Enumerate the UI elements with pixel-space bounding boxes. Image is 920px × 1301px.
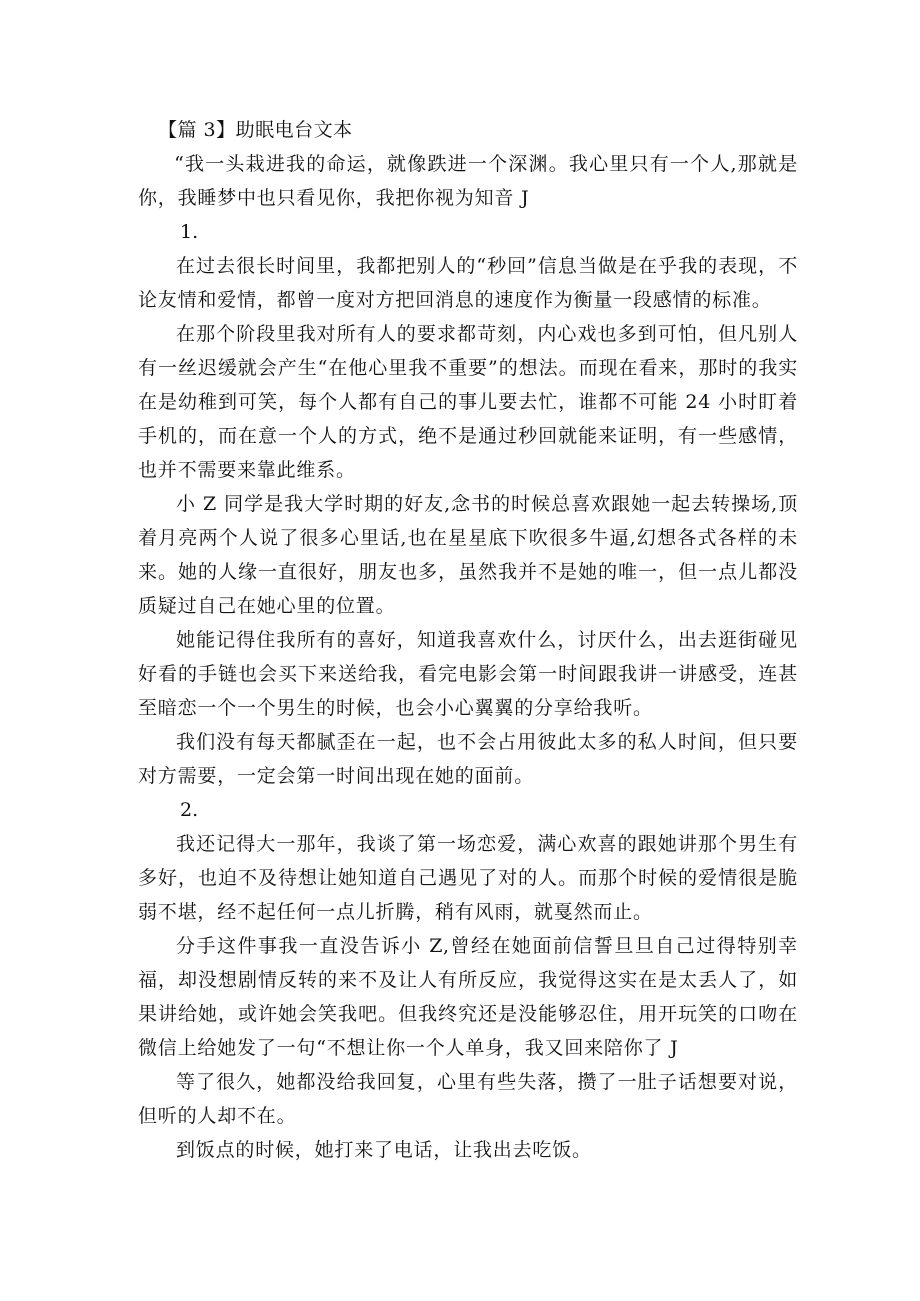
document-body (138, 113, 798, 1167)
paragraph: 在那个阶段里我对所有人的要求都苛刻，内心戏也多到可怕，但凡别人有一丝迟缓就会产生“在他心里我不重要”的想法。而现在看来，那时的我实在是幼稚到可笑，每个人都有自己的事儿要去忙，谁都不可能 24 小时盯着手机的，而在意一个人的方式，绝不是通过秒回就能来证明，有一些感情，也并不需要来靠此维系。 (138, 323, 798, 481)
paragraph: 我们没有每天都腻歪在一起，也不会占用彼此太多的私人时间，但只要对方需要，一定会第一时间出现在她的面前。 (138, 731, 798, 787)
paragraph: 小 Z 同学是我大学时期的好友,念书的时候总喜欢跟她一起去转操场,顶着月亮两个人说了很多心里话,也在星星底下吹很多牛逼,幻想各式各样的未来。她的人缘一直很好，朋友也多，虽然我并不是她的唯一，但一点儿都没质疑过自己在她心里的位置。 (138, 493, 798, 617)
paragraph: 到饭点的时候，她打来了电话，让我出去吃饭。 (176, 1139, 592, 1161)
paragraph: 等了很久，她都没给我回复，心里有些失落，攒了一肚子话想要对说，但听的人却不在。 (138, 1071, 798, 1127)
paragraph: 她能记得住我所有的喜好，知道我喜欢什么，讨厌什么，出去逛街碰见好看的手链也会买下来送给我，看完电影会第一时间跟我讲一讲感受，连甚至暗恋一个一个男生的时候，也会小心翼翼的分享给我听。 (138, 629, 798, 719)
opening-quote: “我一头栽进我的命运，就像跌进一个深渊。我心里只有一个人,那就是你，我睡梦中也只看见你，我把你视为知音 J (138, 153, 798, 209)
section-number-2: 2. (180, 799, 199, 821)
paragraph: 在过去很长时间里，我都把别人的“秒回”信息当做是在乎我的表现，不论友情和爱情，都曾一度对方把回消息的速度作为衡量一段感情的标准。 (138, 255, 798, 311)
paragraph: 我还记得大一那年，我谈了第一场恋爱，满心欢喜的跟她讲那个男生有多好，也迫不及待想让她知道自己遇见了对的人。而那个时候的爱情很是脆弱不堪，经不起任何一点儿折腾，稍有风雨，就戛然而止。 (138, 833, 798, 923)
section-number-1: 1. (180, 221, 199, 243)
section-heading: 【篇 3】助眠电台文本 (158, 119, 353, 141)
paragraph: 分手这件事我一直没告诉小 Z,曾经在她面前信誓旦旦自己过得特别幸福，却没想剧情反转的来不及让人有所反应，我觉得这实在是太丢人了，如果讲给她，或许她会笑我吧。但我终究还是没能够忍住，用开玩笑的口吻在微信上给她发了一句“不想让你一个人单身，我又回来陪你了 J (138, 935, 798, 1059)
